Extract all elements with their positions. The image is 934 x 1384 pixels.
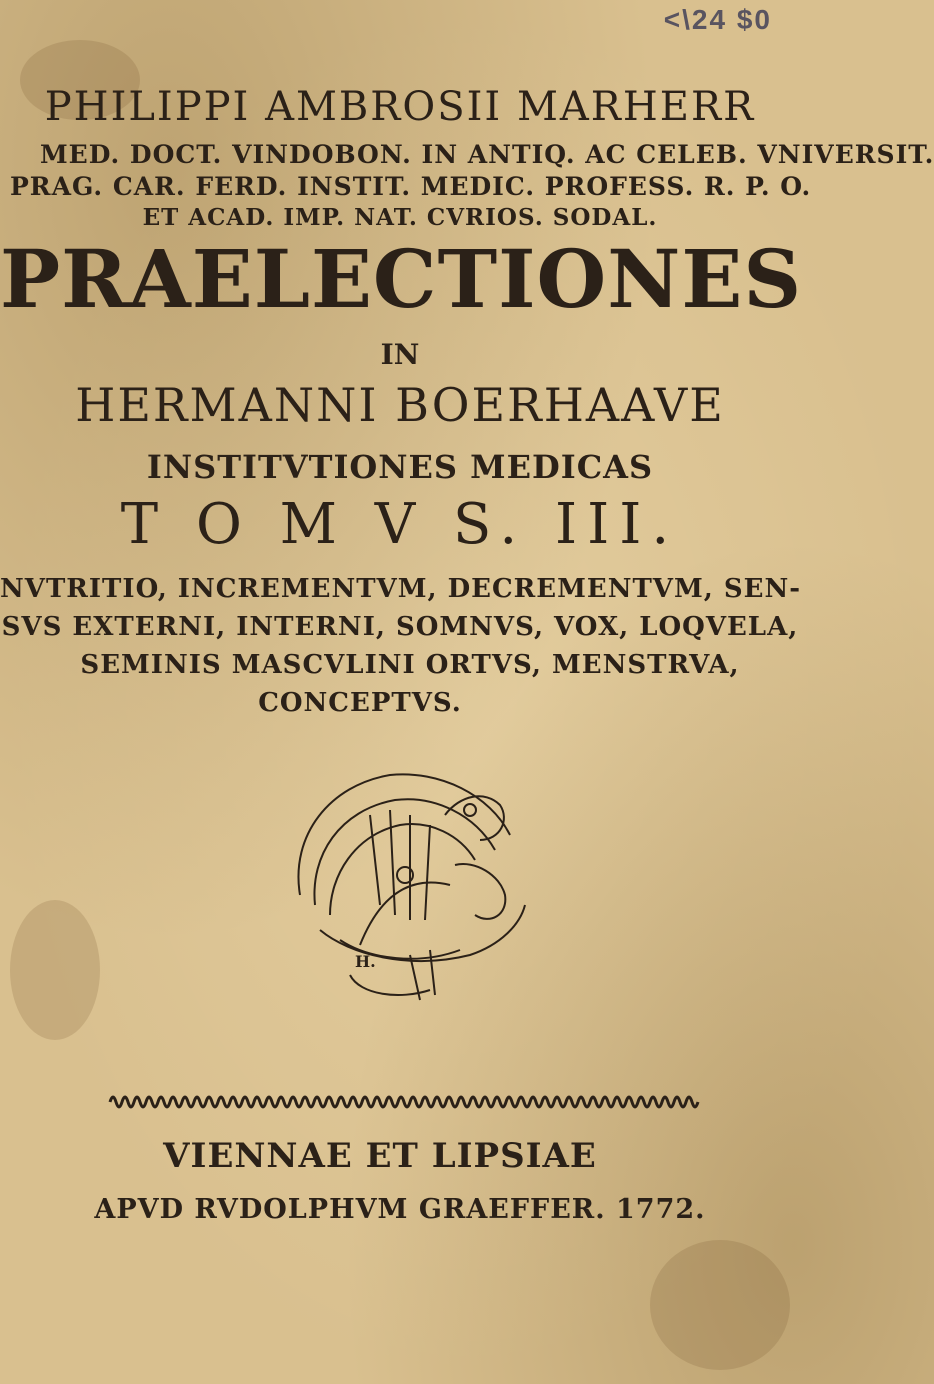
author-affiliation-line3: ET ACAD. IMP. NAT. CVRIOS. SODAL. — [142, 204, 658, 231]
contents-line3: SEMINIS MASCVLINI ORTVS, MENSTRVA, — [80, 650, 740, 680]
author-name: PHILIPPI AMBROSII MARHERR — [44, 84, 756, 130]
subject-author: HERMANNI BOERHAAVE — [75, 378, 725, 432]
volume-number: T O M V S. III. — [120, 492, 680, 557]
title-preposition: IN — [380, 338, 420, 371]
paper-stain — [10, 900, 100, 1040]
handwritten-shelfmark: <\24 $0 — [663, 4, 772, 35]
contents-line1: NVTRITIO, INCREMENTVM, DECREMENTVM, SEN- — [0, 574, 802, 604]
paper-stain — [650, 1240, 790, 1370]
decorative-rule — [110, 1090, 690, 1114]
contents-line2: SVS EXTERNI, INTERNI, SOMNVS, VOX, LOQVELA, — [1, 612, 799, 642]
vignette-initial: H. — [355, 952, 376, 971]
work-title: INSTITVTIONES MEDICAS — [146, 448, 654, 486]
imprint-city: VIENNAE ET LIPSIAE — [163, 1136, 597, 1176]
printers-ornament-vignette — [260, 755, 540, 1005]
book-title: PRAELECTIONES — [0, 232, 803, 326]
author-affiliation-line2: PRAG. CAR. FERD. INSTIT. MEDIC. PROFESS. R. P. O. — [10, 172, 812, 201]
imprint-publisher: APVD RVDOLPHVM GRAEFFER. 1772. — [94, 1194, 706, 1225]
author-affiliation-line1: MED. DOCT. VINDOBON. IN ANTIQ. AC CELEB. VNIVERSIT. — [40, 140, 934, 169]
contents-line4: CONCEPTVS. — [258, 688, 462, 718]
